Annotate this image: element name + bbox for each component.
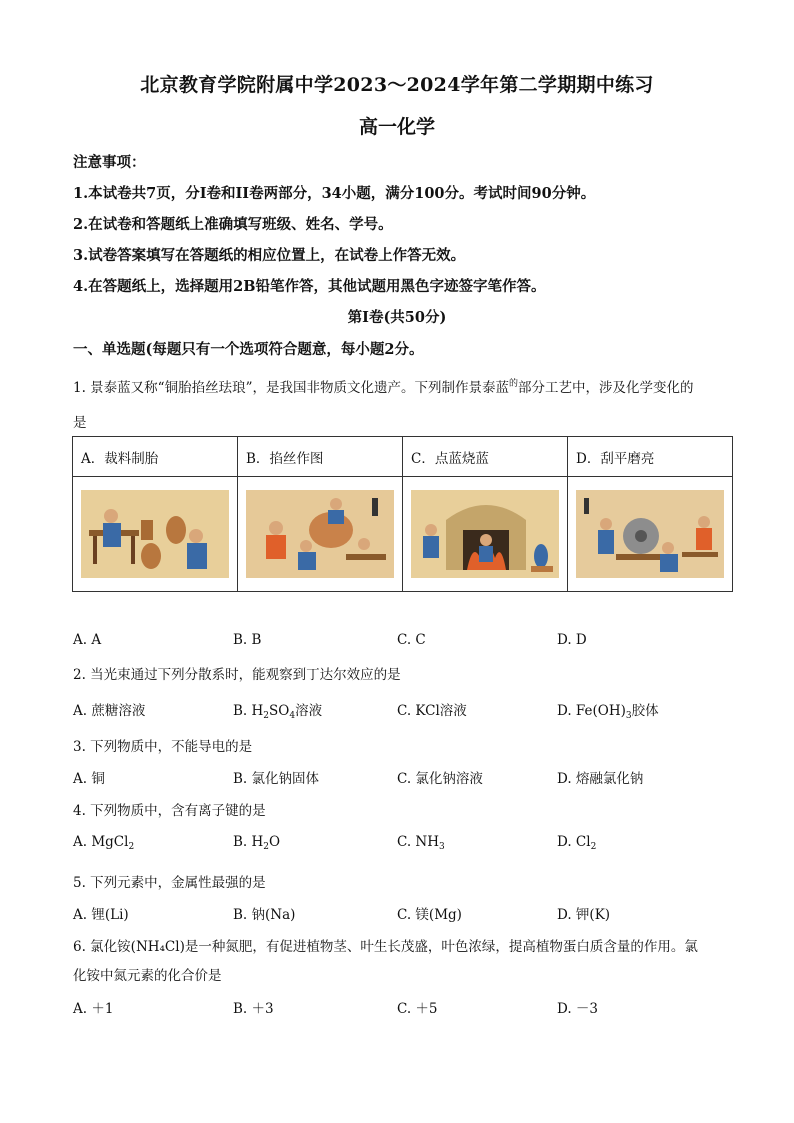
- notes-heading: 注意事项：: [73, 154, 146, 171]
- q6-option-c[interactable]: C. ＋5: [397, 1001, 438, 1017]
- painting-filigree-image: [246, 490, 394, 578]
- q5-option-a[interactable]: A. 锂(Li): [73, 907, 129, 923]
- q2-option-c[interactable]: C. KCl溶液: [397, 703, 467, 719]
- table-head-b: B．掐丝作图: [238, 437, 403, 477]
- section-heading: 一、单选题(每题只有一个选项符合题意，每小题2分。: [73, 341, 424, 358]
- question-3-stem: 3. 下列物质中，不能导电的是: [73, 739, 253, 755]
- q3-option-a[interactable]: A. 铜: [73, 771, 105, 787]
- table-head-c: C．点蓝烧蓝: [403, 437, 568, 477]
- q6-option-b[interactable]: B. ＋3: [233, 1001, 274, 1017]
- painting-cutting-image: [81, 490, 229, 578]
- part-title: 第I卷(共50分): [347, 309, 447, 326]
- question-1-stem-cont: 是: [73, 415, 87, 431]
- q2-option-d[interactable]: D. $Fe(OH)_3$胶体: [557, 703, 659, 721]
- q1-option-b[interactable]: B. B: [233, 632, 262, 648]
- q1-option-d[interactable]: D. D: [557, 632, 587, 648]
- table-cell-image-c: [403, 477, 568, 592]
- q1-option-a[interactable]: A. A: [73, 632, 102, 648]
- exam-subject: 高一化学: [358, 116, 435, 138]
- note-item-2: 2.在试卷和答题纸上准确填写班级、姓名、学号。: [73, 216, 393, 233]
- question-6-stem: 6. 氯化铵(NH₄Cl)是一种氮肥，有促进植物茎、叶生长茂盛，叶色浓绿，提高植物蛋白质含量的作用。氯: [73, 939, 698, 955]
- q1-option-c[interactable]: C. C: [397, 632, 426, 648]
- note-item-1: 1.本试卷共7页，分I卷和II卷两部分，34小题，满分100分。考试时间90分钟。: [73, 185, 596, 202]
- question-5-stem: 5. 下列元素中，金属性最强的是: [73, 875, 266, 891]
- q6-option-a[interactable]: A. ＋1: [73, 1001, 114, 1017]
- q3-option-d[interactable]: D. 熔融氯化钠: [557, 771, 644, 787]
- question-1-table: [72, 436, 733, 592]
- q2-option-b[interactable]: B. $H_2SO_4$溶液: [233, 703, 323, 721]
- q5-option-b[interactable]: B. 钠(Na): [233, 907, 296, 923]
- painting-polishing-image: [576, 490, 724, 578]
- question-1-stem: 1. 景泰蓝又称“铜胎掐丝珐琅”，是我国非物质文化遗产。下列制作景泰蓝$^的$部分工艺中，涉及化学变化的: [73, 379, 694, 396]
- q4-option-d[interactable]: D. $Cl_2$: [557, 834, 597, 852]
- table-head-d: D．刮平磨亮: [568, 437, 733, 477]
- table-cell-image-d: [568, 477, 733, 592]
- q6-option-d[interactable]: D. －3: [557, 1001, 599, 1017]
- painting-firing-image: [411, 490, 559, 578]
- exam-title: 北京教育学院附属中学2023～2024学年第二学期期中练习: [140, 74, 654, 96]
- question-4-stem: 4. 下列物质中，含有离子键的是: [73, 803, 266, 819]
- question-6-stem-cont: 化铵中氮元素的化合价是: [73, 968, 222, 984]
- q4-option-c[interactable]: C. $NH_3$: [397, 834, 445, 852]
- q3-option-c[interactable]: C. 氯化钠溶液: [397, 771, 483, 787]
- q4-option-b[interactable]: B. $H_2O$: [233, 834, 281, 852]
- q2-option-a[interactable]: A. 蔗糖溶液: [73, 703, 146, 719]
- table-cell-image-a: [73, 477, 238, 592]
- question-2-stem: 2. 当光束通过下列分散系时，能观察到丁达尔效应的是: [73, 667, 401, 683]
- note-item-3: 3.试卷答案填写在答题纸的相应位置上，在试卷上作答无效。: [73, 247, 466, 264]
- q4-option-a[interactable]: A. MgCl$_2$: [73, 834, 135, 852]
- q3-option-b[interactable]: B. 氯化钠固体: [233, 771, 320, 787]
- table-head-a: A．裁料制胎: [73, 437, 238, 477]
- q5-option-d[interactable]: D. 钾(K): [557, 907, 611, 923]
- table-cell-image-b: [238, 477, 403, 592]
- note-item-4: 4.在答题纸上，选择题用2B铅笔作答，其他试题用黑色字迹签字笔作答。: [73, 278, 546, 295]
- q5-option-c[interactable]: C. 镁(Mg): [397, 907, 462, 923]
